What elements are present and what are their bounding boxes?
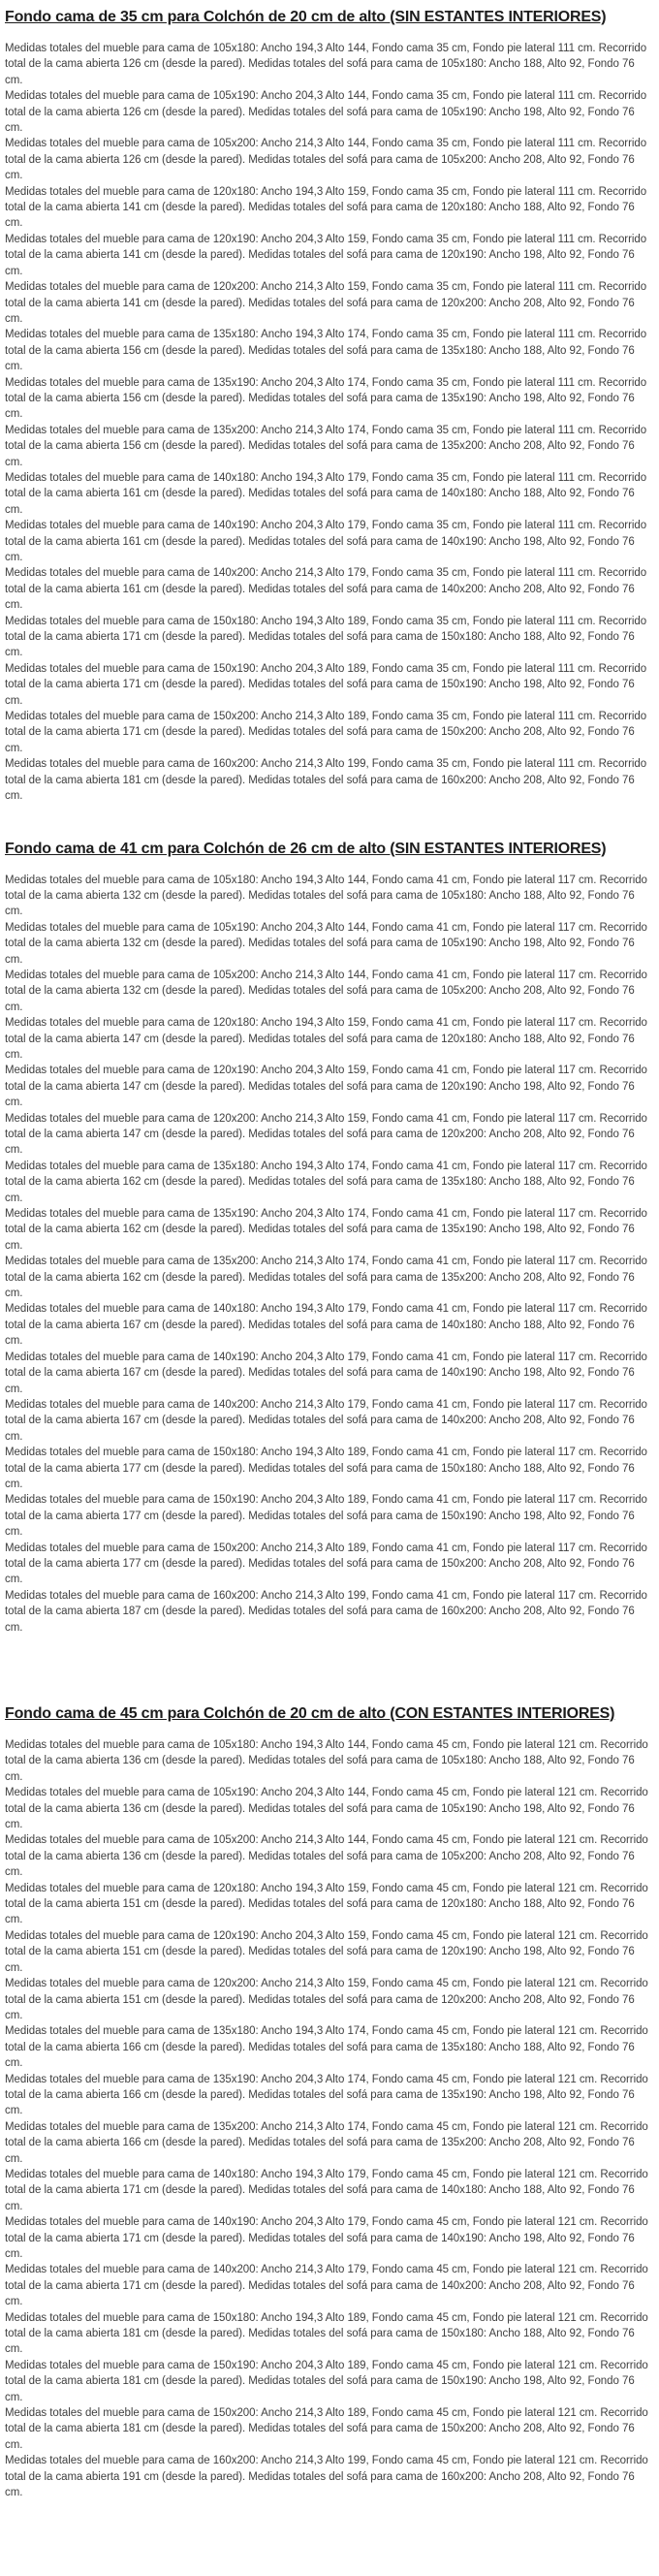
- measurement-paragraph: Medidas totales del mueble para cama de 150x180: Ancho 194,3 Alto 189, Fondo cama 45 cm, Fondo pie lateral 121 cm. Recorrido total de la cama abierta 181 cm (desde la pared). Medidas totales del sofá para cama de 150x180: Ancho 188, Alto 92, Fondo 76 cm.: [5, 2311, 648, 2356]
- section-body: [5, 41, 654, 805]
- measurement-paragraph: Medidas totales del mueble para cama de 120x190: Ancho 204,3 Alto 159, Fondo cama 35 cm, Fondo pie lateral 111 cm. Recorrido total de la cama abierta 141 cm (desde la pared). Medidas totales del sofá para cama de 120x190: Ancho 198, Alto 92, Fondo 76 cm.: [5, 233, 647, 277]
- measurement-paragraph: Medidas totales del mueble para cama de 160x200: Ancho 214,3 Alto 199, Fondo cama 45 cm, Fondo pie lateral 121 cm. Recorrido total de la cama abierta 191 cm (desde la pared). Medidas totales del sofá para cama de 160x200: Ancho 208, Alto 92, Fondo 76 cm.: [5, 2455, 648, 2499]
- section-body: [5, 1737, 654, 2501]
- measurement-paragraph: Medidas totales del mueble para cama de 135x180: Ancho 194,3 Alto 174, Fondo cama 45 cm, Fondo pie lateral 121 cm. Recorrido total de la cama abierta 166 cm (desde la pared). Medidas totales del sofá para cama de 135x180: Ancho 188, Alto 92, Fondo 76 cm.: [5, 2025, 648, 2070]
- measurement-paragraph: Medidas totales del mueble para cama de 150x200: Ancho 214,3 Alto 189, Fondo cama 35 cm, Fondo pie lateral 111 cm. Recorrido total de la cama abierta 171 cm (desde la pared). Medidas totales del sofá para cama de 150x200: Ancho 208, Alto 92, Fondo 76 cm.: [5, 711, 647, 754]
- measurement-paragraph: Medidas totales del mueble para cama de 105x200: Ancho 214,3 Alto 144, Fondo cama 45 cm, Fondo pie lateral 121 cm. Recorrido total de la cama abierta 136 cm (desde la pared). Medidas totales del sofá para cama de 105x200: Ancho 208, Alto 92, Fondo 76 cm.: [5, 1834, 648, 1879]
- section-body: [5, 873, 654, 1637]
- measurement-paragraph: Medidas totales del mueble para cama de 140x180: Ancho 194,3 Alto 179, Fondo cama 45 cm, Fondo pie lateral 121 cm. Recorrido total de la cama abierta 171 cm (desde la pared). Medidas totales del sofá para cama de 140x180: Ancho 188, Alto 92, Fondo 76 cm.: [5, 2168, 648, 2212]
- measurement-paragraph: Medidas totales del mueble para cama de 140x200: Ancho 214,3 Alto 179, Fondo cama 41 cm, Fondo pie lateral 117 cm. Recorrido total de la cama abierta 167 cm (desde la pared). Medidas totales del sofá para cama de 140x200: Ancho 208, Alto 92, Fondo 76 cm.: [5, 1398, 647, 1443]
- measurement-paragraph: Medidas totales del mueble para cama de 150x190: Ancho 204,3 Alto 189, Fondo cama 41 cm, Fondo pie lateral 117 cm. Recorrido total de la cama abierta 177 cm (desde la pared). Medidas totales del sofá para cama de 150x190: Ancho 198, Alto 92, Fondo 76 cm.: [5, 1494, 647, 1539]
- fondo-cama-section: [5, 1705, 654, 2501]
- measurement-paragraph: Medidas totales del mueble para cama de 105x190: Ancho 204,3 Alto 144, Fondo cama 35 cm, Fondo pie lateral 111 cm. Recorrido total de la cama abierta 126 cm (desde la pared). Medidas totales del sofá para cama de 105x190: Ancho 198, Alto 92, Fondo 76 cm.: [5, 90, 647, 135]
- measurement-paragraph: Medidas totales del mueble para cama de 140x180: Ancho 194,3 Alto 179, Fondo cama 41 cm, Fondo pie lateral 117 cm. Recorrido total de la cama abierta 167 cm (desde la pared). Medidas totales del sofá para cama de 140x180: Ancho 188, Alto 92, Fondo 76 cm.: [5, 1303, 647, 1348]
- section-heading: Fondo cama de 35 cm para Colchón de 20 cm de alto (SIN ESTANTES INTERIORES): [5, 9, 607, 25]
- measurement-paragraph: Medidas totales del mueble para cama de 150x180: Ancho 194,3 Alto 189, Fondo cama 35 cm, Fondo pie lateral 111 cm. Recorrido total de la cama abierta 171 cm (desde la pared). Medidas totales del sofá para cama de 150x180: Ancho 188, Alto 92, Fondo 76 cm.: [5, 615, 647, 659]
- section-heading: Fondo cama de 45 cm para Colchón de 20 cm de alto (CON ESTANTES INTERIORES): [5, 1705, 615, 1722]
- measurement-paragraph: Medidas totales del mueble para cama de 150x190: Ancho 204,3 Alto 189, Fondo cama 45 cm, Fondo pie lateral 121 cm. Recorrido total de la cama abierta 181 cm (desde la pared). Medidas totales del sofá para cama de 150x190: Ancho 198, Alto 92, Fondo 76 cm.: [5, 2359, 648, 2403]
- measurement-paragraph: Medidas totales del mueble para cama de 160x200: Ancho 214,3 Alto 199, Fondo cama 35 cm, Fondo pie lateral 111 cm. Recorrido total de la cama abierta 181 cm (desde la pared). Medidas totales del sofá para cama de 160x200: Ancho 208, Alto 92, Fondo 76 cm.: [5, 758, 647, 803]
- measurement-paragraph: Medidas totales del mueble para cama de 135x200: Ancho 214,3 Alto 174, Fondo cama 41 cm, Fondo pie lateral 117 cm. Recorrido total de la cama abierta 162 cm (desde la pared). Medidas totales del sofá para cama de 135x200: Ancho 208, Alto 92, Fondo 76 cm.: [5, 1256, 647, 1300]
- measurement-paragraph: Medidas totales del mueble para cama de 135x190: Ancho 204,3 Alto 174, Fondo cama 35 cm, Fondo pie lateral 111 cm. Recorrido total de la cama abierta 156 cm (desde la pared). Medidas totales del sofá para cama de 135x190: Ancho 198, Alto 92, Fondo 76 cm.: [5, 376, 647, 421]
- measurement-paragraph: Medidas totales del mueble para cama de 120x200: Ancho 214,3 Alto 159, Fondo cama 35 cm, Fondo pie lateral 111 cm. Recorrido total de la cama abierta 141 cm (desde la pared). Medidas totales del sofá para cama de 120x200: Ancho 208, Alto 92, Fondo 76 cm.: [5, 281, 647, 325]
- measurement-paragraph: Medidas totales del mueble para cama de 120x200: Ancho 214,3 Alto 159, Fondo cama 45 cm, Fondo pie lateral 121 cm. Recorrido total de la cama abierta 151 cm (desde la pared). Medidas totales del sofá para cama de 120x200: Ancho 208, Alto 92, Fondo 76 cm.: [5, 1978, 648, 2021]
- measurement-paragraph: Medidas totales del mueble para cama de 120x180: Ancho 194,3 Alto 159, Fondo cama 35 cm, Fondo pie lateral 111 cm. Recorrido total de la cama abierta 141 cm (desde la pared). Medidas totales del sofá para cama de 120x180: Ancho 188, Alto 92, Fondo 76 cm.: [5, 185, 647, 230]
- measurement-paragraph: Medidas totales del mueble para cama de 140x190: Ancho 204,3 Alto 179, Fondo cama 45 cm, Fondo pie lateral 121 cm. Recorrido total de la cama abierta 171 cm (desde la pared). Medidas totales del sofá para cama de 140x190: Ancho 198, Alto 92, Fondo 76 cm.: [5, 2216, 648, 2260]
- measurement-paragraph: Medidas totales del mueble para cama de 135x180: Ancho 194,3 Alto 174, Fondo cama 35 cm, Fondo pie lateral 111 cm. Recorrido total de la cama abierta 156 cm (desde la pared). Medidas totales del sofá para cama de 135x180: Ancho 188, Alto 92, Fondo 76 cm.: [5, 329, 647, 373]
- section-heading: Fondo cama de 41 cm para Colchón de 26 cm de alto (SIN ESTANTES INTERIORES): [5, 840, 607, 857]
- measurement-paragraph: Medidas totales del mueble para cama de 105x180: Ancho 194,3 Alto 144, Fondo cama 41 cm, Fondo pie lateral 117 cm. Recorrido total de la cama abierta 132 cm (desde la pared). Medidas totales del sofá para cama de 105x180: Ancho 188, Alto 92, Fondo 76 cm.: [5, 874, 647, 918]
- measurement-paragraph: Medidas totales del mueble para cama de 120x190: Ancho 204,3 Alto 159, Fondo cama 45 cm, Fondo pie lateral 121 cm. Recorrido total de la cama abierta 151 cm (desde la pared). Medidas totales del sofá para cama de 120x190: Ancho 198, Alto 92, Fondo 76 cm.: [5, 1929, 648, 1974]
- measurement-paragraph: Medidas totales del mueble para cama de 105x200: Ancho 214,3 Alto 144, Fondo cama 35 cm, Fondo pie lateral 111 cm. Recorrido total de la cama abierta 126 cm (desde la pared). Medidas totales del sofá para cama de 105x200: Ancho 208, Alto 92, Fondo 76 cm.: [5, 138, 647, 182]
- measurement-paragraph: Medidas totales del mueble para cama de 150x200: Ancho 214,3 Alto 189, Fondo cama 41 cm, Fondo pie lateral 117 cm. Recorrido total de la cama abierta 177 cm (desde la pared). Medidas totales del sofá para cama de 150x200: Ancho 208, Alto 92, Fondo 76 cm.: [5, 1542, 647, 1586]
- measurement-paragraph: Medidas totales del mueble para cama de 120x180: Ancho 194,3 Alto 159, Fondo cama 41 cm, Fondo pie lateral 117 cm. Recorrido total de la cama abierta 147 cm (desde la pared). Medidas totales del sofá para cama de 120x180: Ancho 188, Alto 92, Fondo 76 cm.: [5, 1017, 647, 1061]
- measurement-paragraph: Medidas totales del mueble para cama de 135x200: Ancho 214,3 Alto 174, Fondo cama 35 cm, Fondo pie lateral 111 cm. Recorrido total de la cama abierta 156 cm (desde la pared). Medidas totales del sofá para cama de 135x200: Ancho 208, Alto 92, Fondo 76 cm.: [5, 424, 647, 468]
- measurement-paragraph: Medidas totales del mueble para cama de 160x200: Ancho 214,3 Alto 199, Fondo cama 41 cm, Fondo pie lateral 117 cm. Recorrido total de la cama abierta 187 cm (desde la pared). Medidas totales del sofá para cama de 160x200: Ancho 208, Alto 92, Fondo 76 cm.: [5, 1589, 647, 1634]
- measurement-paragraph: Medidas totales del mueble para cama de 120x190: Ancho 204,3 Alto 159, Fondo cama 41 cm, Fondo pie lateral 117 cm. Recorrido total de la cama abierta 147 cm (desde la pared). Medidas totales del sofá para cama de 120x190: Ancho 198, Alto 92, Fondo 76 cm.: [5, 1065, 647, 1109]
- measurement-paragraph: Medidas totales del mueble para cama de 135x190: Ancho 204,3 Alto 174, Fondo cama 41 cm, Fondo pie lateral 117 cm. Recorrido total de la cama abierta 162 cm (desde la pared). Medidas totales del sofá para cama de 135x190: Ancho 198, Alto 92, Fondo 76 cm.: [5, 1208, 647, 1252]
- measurement-paragraph: Medidas totales del mueble para cama de 105x180: Ancho 194,3 Alto 144, Fondo cama 45 cm, Fondo pie lateral 121 cm. Recorrido total de la cama abierta 136 cm (desde la pared). Medidas totales del sofá para cama de 105x180: Ancho 188, Alto 92, Fondo 76 cm.: [5, 1739, 648, 1783]
- measurement-paragraph: Medidas totales del mueble para cama de 150x190: Ancho 204,3 Alto 189, Fondo cama 35 cm, Fondo pie lateral 111 cm. Recorrido total de la cama abierta 171 cm (desde la pared). Medidas totales del sofá para cama de 150x190: Ancho 198, Alto 92, Fondo 76 cm.: [5, 662, 647, 707]
- measurement-paragraph: Medidas totales del mueble para cama de 150x200: Ancho 214,3 Alto 189, Fondo cama 45 cm, Fondo pie lateral 121 cm. Recorrido total de la cama abierta 181 cm (desde la pared). Medidas totales del sofá para cama de 150x200: Ancho 208, Alto 92, Fondo 76 cm.: [5, 2407, 648, 2451]
- measurement-paragraph: Medidas totales del mueble para cama de 105x190: Ancho 204,3 Alto 144, Fondo cama 45 cm, Fondo pie lateral 121 cm. Recorrido total de la cama abierta 136 cm (desde la pared). Medidas totales del sofá para cama de 105x190: Ancho 198, Alto 92, Fondo 76 cm.: [5, 1787, 648, 1831]
- measurement-paragraph: Medidas totales del mueble para cama de 140x190: Ancho 204,3 Alto 179, Fondo cama 41 cm, Fondo pie lateral 117 cm. Recorrido total de la cama abierta 167 cm (desde la pared). Medidas totales del sofá para cama de 140x190: Ancho 198, Alto 92, Fondo 76 cm.: [5, 1351, 647, 1395]
- measurement-paragraph: Medidas totales del mueble para cama de 105x190: Ancho 204,3 Alto 144, Fondo cama 41 cm, Fondo pie lateral 117 cm. Recorrido total de la cama abierta 132 cm (desde la pared). Medidas totales del sofá para cama de 105x190: Ancho 198, Alto 92, Fondo 76 cm.: [5, 921, 647, 966]
- measurement-paragraph: Medidas totales del mueble para cama de 135x200: Ancho 214,3 Alto 174, Fondo cama 45 cm, Fondo pie lateral 121 cm. Recorrido total de la cama abierta 166 cm (desde la pared). Medidas totales del sofá para cama de 135x200: Ancho 208, Alto 92, Fondo 76 cm.: [5, 2120, 648, 2165]
- measurement-paragraph: Medidas totales del mueble para cama de 140x200: Ancho 214,3 Alto 179, Fondo cama 35 cm, Fondo pie lateral 111 cm. Recorrido total de la cama abierta 161 cm (desde la pared). Medidas totales del sofá para cama de 140x200: Ancho 208, Alto 92, Fondo 76 cm.: [5, 567, 647, 612]
- measurement-paragraph: Medidas totales del mueble para cama de 140x200: Ancho 214,3 Alto 179, Fondo cama 45 cm, Fondo pie lateral 121 cm. Recorrido total de la cama abierta 171 cm (desde la pared). Medidas totales del sofá para cama de 140x200: Ancho 208, Alto 92, Fondo 76 cm.: [5, 2264, 648, 2308]
- measurement-paragraph: Medidas totales del mueble para cama de 105x180: Ancho 194,3 Alto 144, Fondo cama 35 cm, Fondo pie lateral 111 cm. Recorrido total de la cama abierta 126 cm (desde la pared). Medidas totales del sofá para cama de 105x180: Ancho 188, Alto 92, Fondo 76 cm.: [5, 43, 647, 86]
- measurement-paragraph: Medidas totales del mueble para cama de 140x180: Ancho 194,3 Alto 179, Fondo cama 35 cm, Fondo pie lateral 111 cm. Recorrido total de la cama abierta 161 cm (desde la pared). Medidas totales del sofá para cama de 140x180: Ancho 188, Alto 92, Fondo 76 cm.: [5, 471, 647, 516]
- measurement-paragraph: Medidas totales del mueble para cama de 135x190: Ancho 204,3 Alto 174, Fondo cama 45 cm, Fondo pie lateral 121 cm. Recorrido total de la cama abierta 166 cm (desde la pared). Medidas totales del sofá para cama de 135x190: Ancho 198, Alto 92, Fondo 76 cm.: [5, 2073, 648, 2117]
- measurement-paragraph: Medidas totales del mueble para cama de 120x180: Ancho 194,3 Alto 159, Fondo cama 45 cm, Fondo pie lateral 121 cm. Recorrido total de la cama abierta 151 cm (desde la pared). Medidas totales del sofá para cama de 120x180: Ancho 188, Alto 92, Fondo 76 cm.: [5, 1882, 648, 1926]
- measurement-paragraph: Medidas totales del mueble para cama de 135x180: Ancho 194,3 Alto 174, Fondo cama 41 cm, Fondo pie lateral 117 cm. Recorrido total de la cama abierta 162 cm (desde la pared). Medidas totales del sofá para cama de 135x180: Ancho 188, Alto 92, Fondo 76 cm.: [5, 1160, 647, 1204]
- measurement-paragraph: Medidas totales del mueble para cama de 150x180: Ancho 194,3 Alto 189, Fondo cama 41 cm, Fondo pie lateral 117 cm. Recorrido total de la cama abierta 177 cm (desde la pared). Medidas totales del sofá para cama de 150x180: Ancho 188, Alto 92, Fondo 76 cm.: [5, 1447, 647, 1490]
- fondo-cama-section: [5, 841, 654, 1637]
- fondo-cama-section: [5, 9, 654, 805]
- measurement-paragraph: Medidas totales del mueble para cama de 120x200: Ancho 214,3 Alto 159, Fondo cama 41 cm, Fondo pie lateral 117 cm. Recorrido total de la cama abierta 147 cm (desde la pared). Medidas totales del sofá para cama de 120x200: Ancho 208, Alto 92, Fondo 76 cm.: [5, 1112, 647, 1157]
- measurement-paragraph: Medidas totales del mueble para cama de 105x200: Ancho 214,3 Alto 144, Fondo cama 41 cm, Fondo pie lateral 117 cm. Recorrido total de la cama abierta 132 cm (desde la pared). Medidas totales del sofá para cama de 105x200: Ancho 208, Alto 92, Fondo 76 cm.: [5, 969, 647, 1013]
- measurement-paragraph: Medidas totales del mueble para cama de 140x190: Ancho 204,3 Alto 179, Fondo cama 35 cm, Fondo pie lateral 111 cm. Recorrido total de la cama abierta 161 cm (desde la pared). Medidas totales del sofá para cama de 140x190: Ancho 198, Alto 92, Fondo 76 cm.: [5, 520, 647, 563]
